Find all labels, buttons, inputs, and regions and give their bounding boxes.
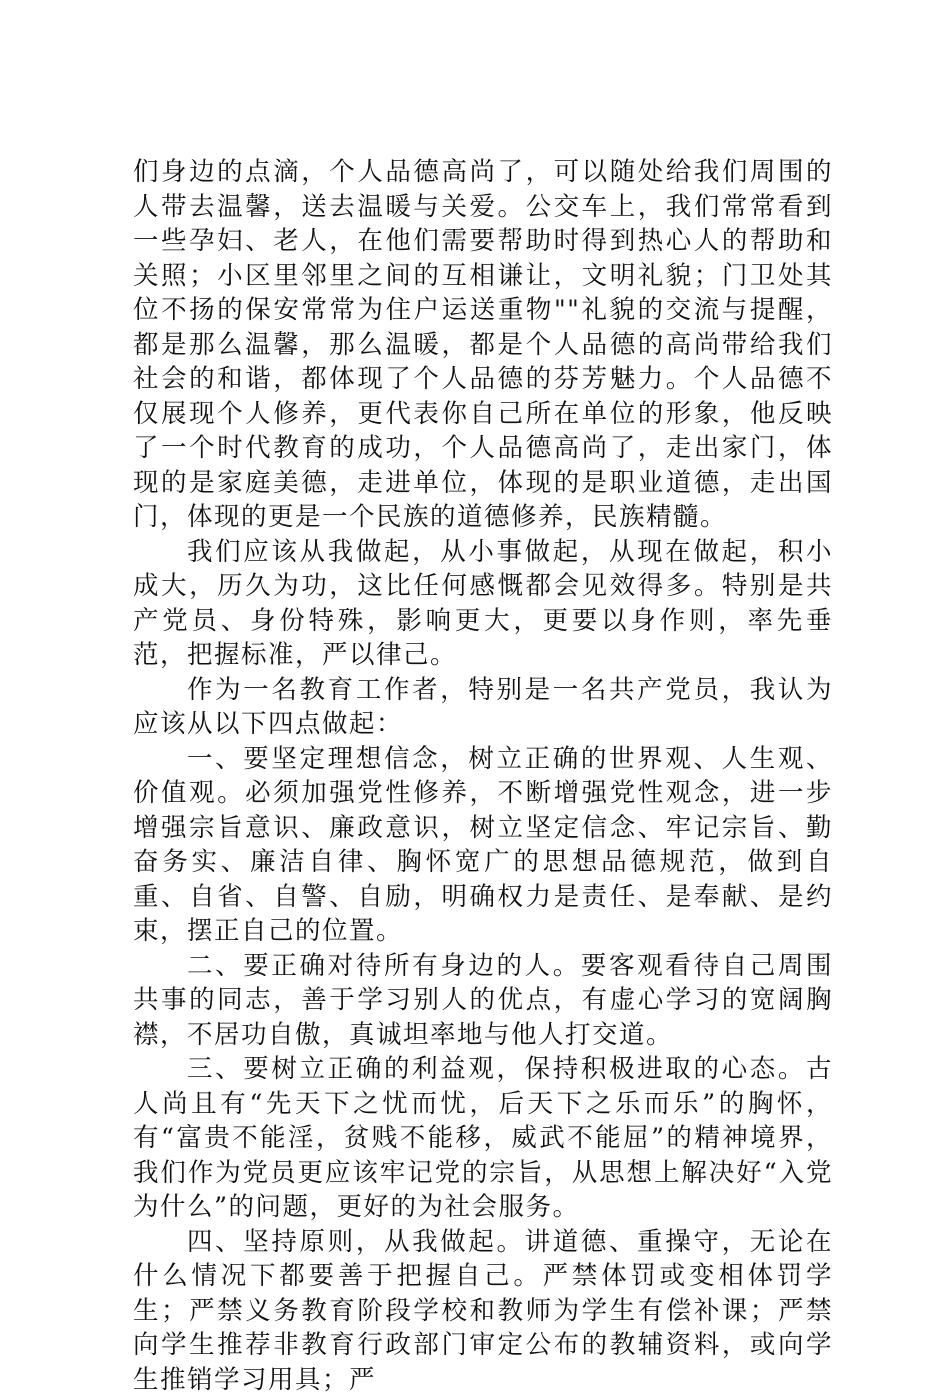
paragraph-point-one: 一、要坚定理想信念，树立正确的世界观、人生观、价值观。必须加强党性修养，不断增强党性观念，进一步增强宗旨意识、廉政意识，树立坚定信念、牢记宗旨、勤奋务实、廉洁自律、胸怀宽广的思想品德规范，做到自重、自省、自警、自励，明确权力是责任、是奉献、是约束，摆正自己的位置。 (133, 742, 833, 949)
paragraph-continuation: 们身边的点滴，个人品德高尚了，可以随处给我们周围的人带去温馨，送去温暖与关爱。公交车上，我们常常看到一些孕妇、老人，在他们需要帮助时得到热心人的帮助和关照；小区里邻里之间的互相谦让，文明礼貌；门卫处其位不扬的保安常常为住户运送重物""礼貌的交流与提醒，都是那么温馨，那么温暖，都是个人品德的高尚带给我们社会的和谐，都体现了个人品德的芬芳魅力。个人品德不仅展现个人修养，更代表你自己所在单位的形象，他反映了一个时代教育的成功，个人品德高尚了，走出家门，体现的是家庭美德，走进单位，体现的是职业道德，走出国门，体现的更是一个民族的道德修养，民族精髓。 (133, 155, 833, 535)
paragraph-point-three: 三、要树立正确的利益观，保持积极进取的心态。古人尚且有“先天下之忧而忧，后天下之乐而乐”的胸怀，有“富贵不能淫，贫贱不能移，威武不能屈”的精神境界，我们作为党员更应该牢记党的宗旨，从思想上解决好“入党为什么”的问题，更好的为社会服务。 (133, 1052, 833, 1225)
paragraph-start-from-self: 我们应该从我做起，从小事做起，从现在做起，积小成大，历久为功，这比任何感慨都会见效得多。特别是共产党员、身份特殊，影响更大，更要以身作则，率先垂范，把握标准，严以律己。 (133, 535, 833, 673)
document-page (133, 155, 833, 1397)
paragraph-point-four: 四、坚持原则，从我做起。讲道德、重操守，无论在什么情况下都要善于把握自己。严禁体罚或变相体罚学生；严禁义务教育阶段学校和教师为学生有偿补课；严禁向学生推荐非教育行政部门审定公布的教辅资料，或向学生推销学习用具；严 (133, 1225, 833, 1397)
paragraph-four-points-intro: 作为一名教育工作者，特别是一名共产党员，我认为应该从以下四点做起： (133, 673, 833, 742)
paragraph-point-two: 二、要正确对待所有身边的人。要客观看待自己周围共事的同志，善于学习别人的优点，有虚心学习的宽阔胸襟，不居功自傲，真诚坦率地与他人打交道。 (133, 949, 833, 1053)
